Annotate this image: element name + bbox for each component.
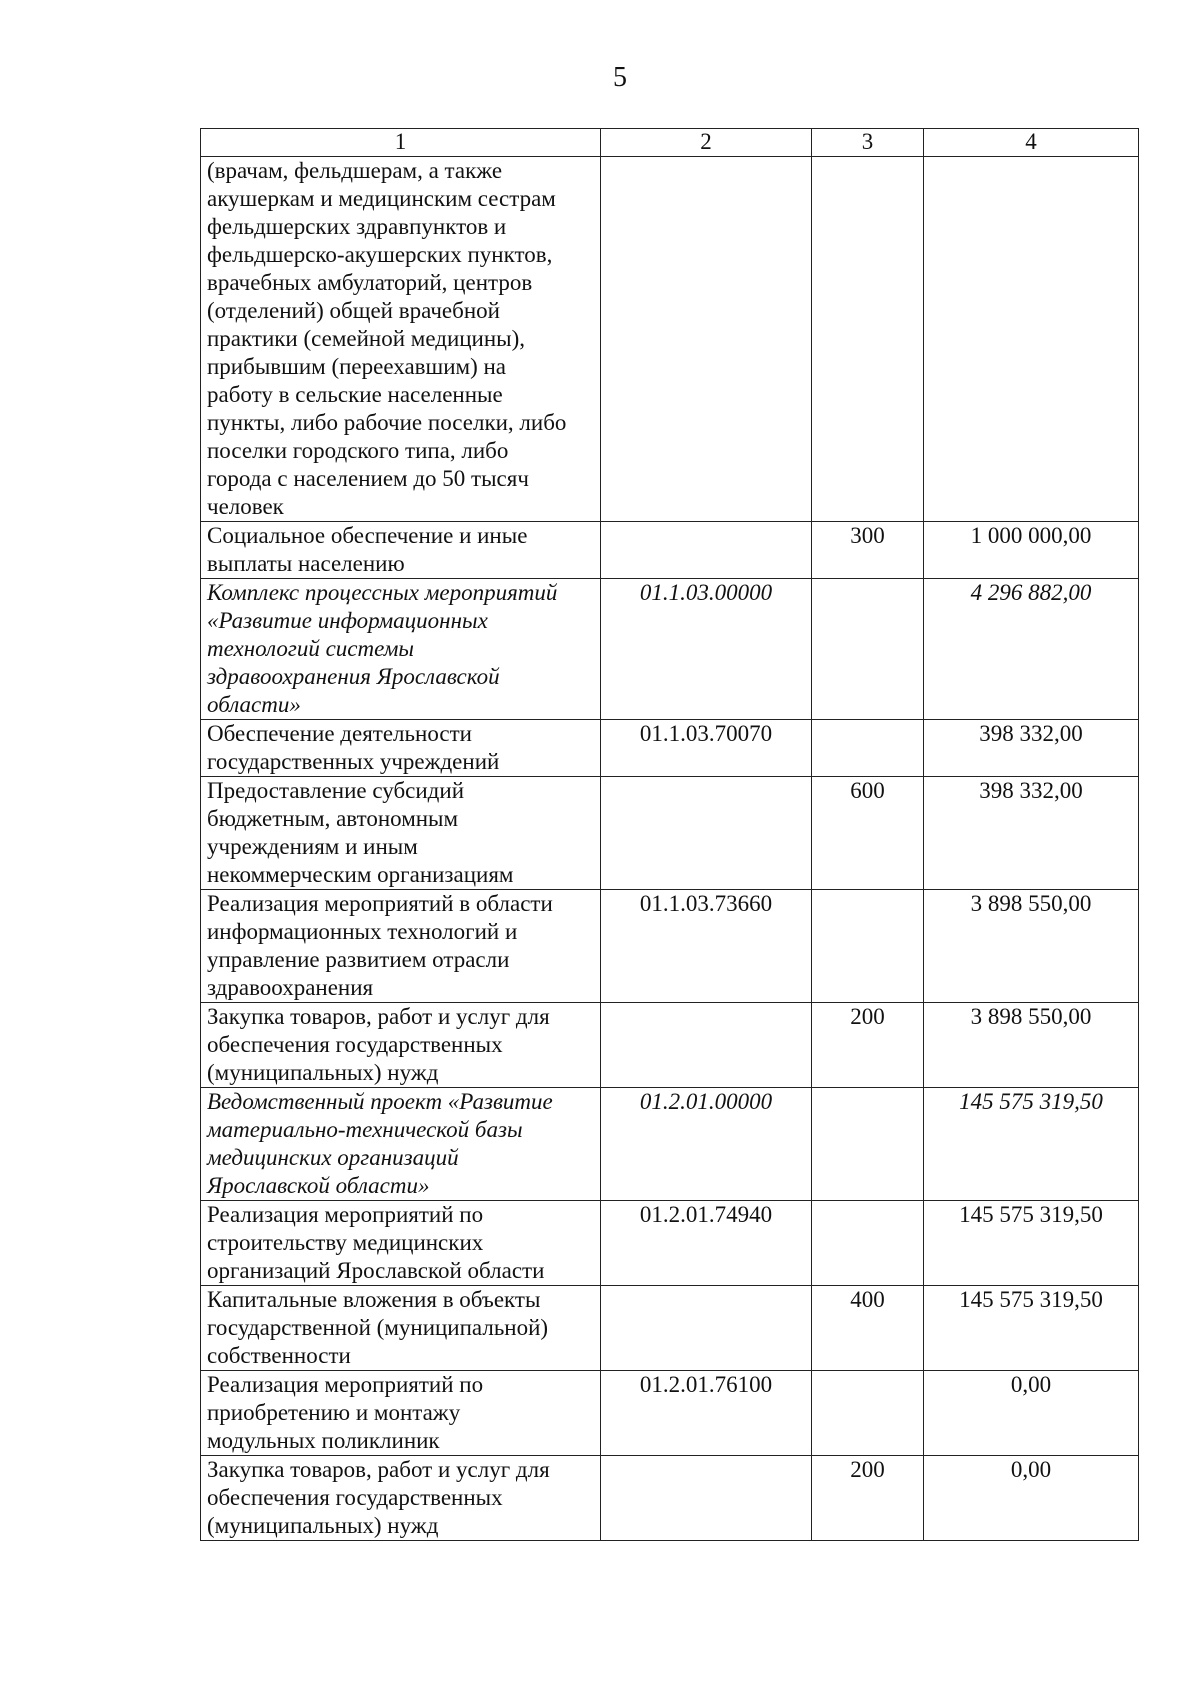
table-row — [201, 1286, 1139, 1371]
row-name-cell: Социальное обеспечение и иные выплаты населению — [201, 522, 601, 579]
header-cell-4: 4 — [924, 129, 1139, 157]
row-code-cell: 01.1.03.73660 — [601, 890, 812, 1003]
row-type-cell: 300 — [812, 522, 924, 579]
row-code-cell: 01.2.01.76100 — [601, 1371, 812, 1456]
row-type-cell — [812, 157, 924, 522]
row-name-cell: Комплекс процессных мероприятий «Развитие информационных технологий системы здравоохранения Ярославской области» — [201, 579, 601, 720]
row-sum-cell: 0,00 — [924, 1456, 1139, 1541]
table-body — [201, 157, 1139, 1541]
table-row — [201, 720, 1139, 777]
row-name-cell: Реализация мероприятий в области информационных технологий и управление развитием отрасли здравоохранения — [201, 890, 601, 1003]
row-code-cell — [601, 1456, 812, 1541]
page-number: 5 — [613, 62, 627, 93]
table-row — [201, 1456, 1139, 1541]
table-row — [201, 1088, 1139, 1201]
row-sum-cell — [924, 157, 1139, 522]
header-cell-1: 1 — [201, 129, 601, 157]
row-sum-cell: 145 575 319,50 — [924, 1286, 1139, 1371]
row-type-cell — [812, 720, 924, 777]
row-code-cell — [601, 1003, 812, 1088]
table-row — [201, 1003, 1139, 1088]
row-type-cell — [812, 579, 924, 720]
row-name-cell: Закупка товаров, работ и услуг для обеспечения государственных (муниципальных) нужд — [201, 1456, 601, 1541]
row-code-cell: 01.1.03.00000 — [601, 579, 812, 720]
header-cell-3: 3 — [812, 129, 924, 157]
table-row — [201, 1201, 1139, 1286]
budget-table — [200, 128, 1139, 1541]
row-sum-cell: 398 332,00 — [924, 777, 1139, 890]
table-row — [201, 890, 1139, 1003]
table-row — [201, 1371, 1139, 1456]
row-name-cell: Реализация мероприятий по строительству медицинских организаций Ярославской области — [201, 1201, 601, 1286]
row-type-cell — [812, 1088, 924, 1201]
row-name-cell: Обеспечение деятельности государственных учреждений — [201, 720, 601, 777]
row-code-cell — [601, 522, 812, 579]
row-type-cell: 400 — [812, 1286, 924, 1371]
row-code-cell: 01.2.01.00000 — [601, 1088, 812, 1201]
row-sum-cell: 3 898 550,00 — [924, 890, 1139, 1003]
row-name-cell: Реализация мероприятий по приобретению и монтажу модульных поликлиник — [201, 1371, 601, 1456]
row-code-cell: 01.2.01.74940 — [601, 1201, 812, 1286]
row-sum-cell: 145 575 319,50 — [924, 1088, 1139, 1201]
row-type-cell: 200 — [812, 1456, 924, 1541]
row-sum-cell: 4 296 882,00 — [924, 579, 1139, 720]
row-sum-cell: 3 898 550,00 — [924, 1003, 1139, 1088]
row-name-cell: Предоставление субсидий бюджетным, автономным учреждениям и иным некоммерческим организациям — [201, 777, 601, 890]
row-code-cell — [601, 777, 812, 890]
row-type-cell — [812, 1371, 924, 1456]
table-row — [201, 579, 1139, 720]
table-row — [201, 777, 1139, 890]
row-name-cell: Капитальные вложения в объекты государственной (муниципальной) собственности — [201, 1286, 601, 1371]
row-code-cell: 01.1.03.70070 — [601, 720, 812, 777]
table-header-row — [201, 129, 1139, 157]
row-sum-cell: 398 332,00 — [924, 720, 1139, 777]
row-sum-cell: 0,00 — [924, 1371, 1139, 1456]
row-name-cell: (врачам, фельдшерам, а также акушеркам и медицинским сестрам фельдшерских здравпунктов и фельдшерско-акушерских пунктов, врачебных амбулаторий, центров (отделений) общей врачебной практики (семейной медицины), прибывшим (переехавшим) на работу в сельские населенные пункты, либо рабочие поселки, либо поселки городского типа, либо города с населением до 50 тысяч человек — [201, 157, 601, 522]
table-row — [201, 157, 1139, 522]
row-sum-cell: 145 575 319,50 — [924, 1201, 1139, 1286]
row-type-cell: 600 — [812, 777, 924, 890]
row-sum-cell: 1 000 000,00 — [924, 522, 1139, 579]
row-type-cell — [812, 890, 924, 1003]
row-code-cell — [601, 1286, 812, 1371]
row-name-cell: Закупка товаров, работ и услуг для обеспечения государственных (муниципальных) нужд — [201, 1003, 601, 1088]
row-type-cell: 200 — [812, 1003, 924, 1088]
row-name-cell: Ведомственный проект «Развитие материально-технической базы медицинских организаций Ярославской области» — [201, 1088, 601, 1201]
header-cell-2: 2 — [601, 129, 812, 157]
row-type-cell — [812, 1201, 924, 1286]
table-row — [201, 522, 1139, 579]
row-code-cell — [601, 157, 812, 522]
